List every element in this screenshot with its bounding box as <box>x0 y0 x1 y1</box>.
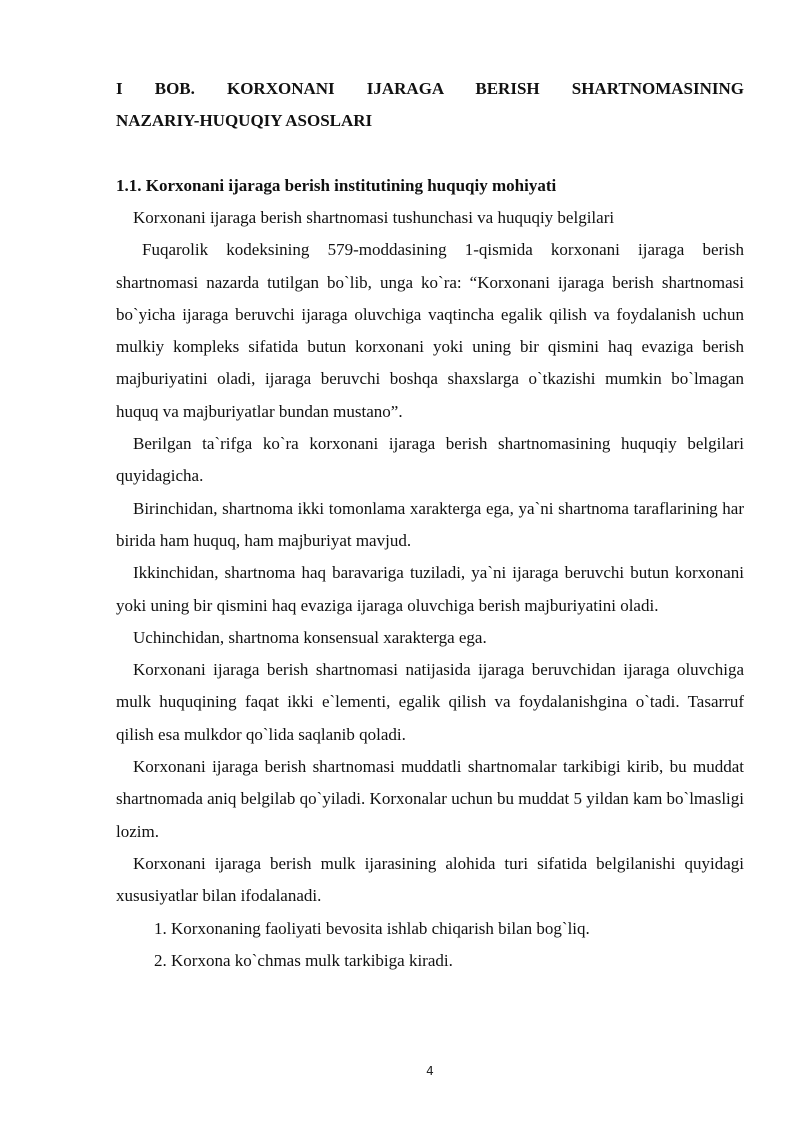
list-item: 2. Korxona ko`chmas mulk tarkibiga kiradi. <box>154 950 453 970</box>
paragraph: Uchinchidan, shartnoma konsensual xarakterga ega. <box>133 627 487 647</box>
paragraph-subtitle: Korxonani ijaraga berish shartnomasi tushunchasi va huquqiy belgilari <box>133 208 615 227</box>
paragraph: Berilgan ta`rifga ko`ra korxonani ijaraga berish shartnomasining huquqiy belgilari quyidagicha. <box>116 434 744 486</box>
paragraph: Korxonani ijaraga berish shartnomasi natijasida ijaraga beruvchidan ijaraga oluvchiga mulk huquqining faqat ikki e`lementi, egalik qilish va foydalanishgina o`tadi. Tasarruf qilish esa mulkdor qo`lida saqlanib qoladi. <box>116 660 744 744</box>
chapter-title-line-1: I BOB. KORXONANI IJARAGA BERISH SHARTNOMASINING <box>116 79 744 98</box>
section-heading: 1.1. Korxonani ijaraga berish institutining huquqiy mohiyati <box>116 176 557 195</box>
paragraph: Ikkinchidan, shartnoma haq baravariga tuziladi, ya`ni ijaraga beruvchi butun korxonani yoki uning bir qismini haq evaziga ijaraga oluvchiga berish majburiyatini oladi. <box>116 563 744 615</box>
list-item: 1. Korxonaning faoliyati bevosita ishlab chiqarish bilan bog`liq. <box>154 918 590 938</box>
chapter-title-line-2: NAZARIY-HUQUQIY ASOSLARI <box>116 111 373 130</box>
page-number: 4 <box>426 1064 434 1078</box>
paragraph: Fuqarolik kodeksining 579-moddasining 1-qismida korxonani ijaraga berish shartnomasi nazarda tutilgan bo`lib, unga ko`ra: “Korxonani ijaraga berish shartnomasi bo`yicha ijaraga beruvchi ijaraga oluvchiga vaqtincha egalik qilish va foydalanish uchun mulkiy kompleks sifatida butun korxonani yoki uning bir qismini haq evaziga berish majburiyatini oladi, ijaraga beruvchi boshqa shaxslarga o`tkazishi mumkin bo`lmagan huquq va majburiyatlar bundan mustano”. <box>116 240 744 421</box>
body-text <box>116 202 744 977</box>
paragraph: Korxonani ijaraga berish mulk ijarasining alohida turi sifatida belgilanishi quyidagi xususiyatlar bilan ifodalanadi. <box>116 853 744 906</box>
paragraph: Korxonani ijaraga berish shartnomasi muddatli shartnomalar tarkibigi kirib, bu muddat shartnomada aniq belgilab qo`yiladi. Korxonalar uchun bu muddat 5 yildan kam bo`lmasligi lozim. <box>116 757 744 841</box>
paragraph: Birinchidan, shartnoma ikki tomonlama xarakterga ega, ya`ni shartnoma taraflarining har birida ham huquq, ham majburiyat mavjud. <box>116 498 744 550</box>
